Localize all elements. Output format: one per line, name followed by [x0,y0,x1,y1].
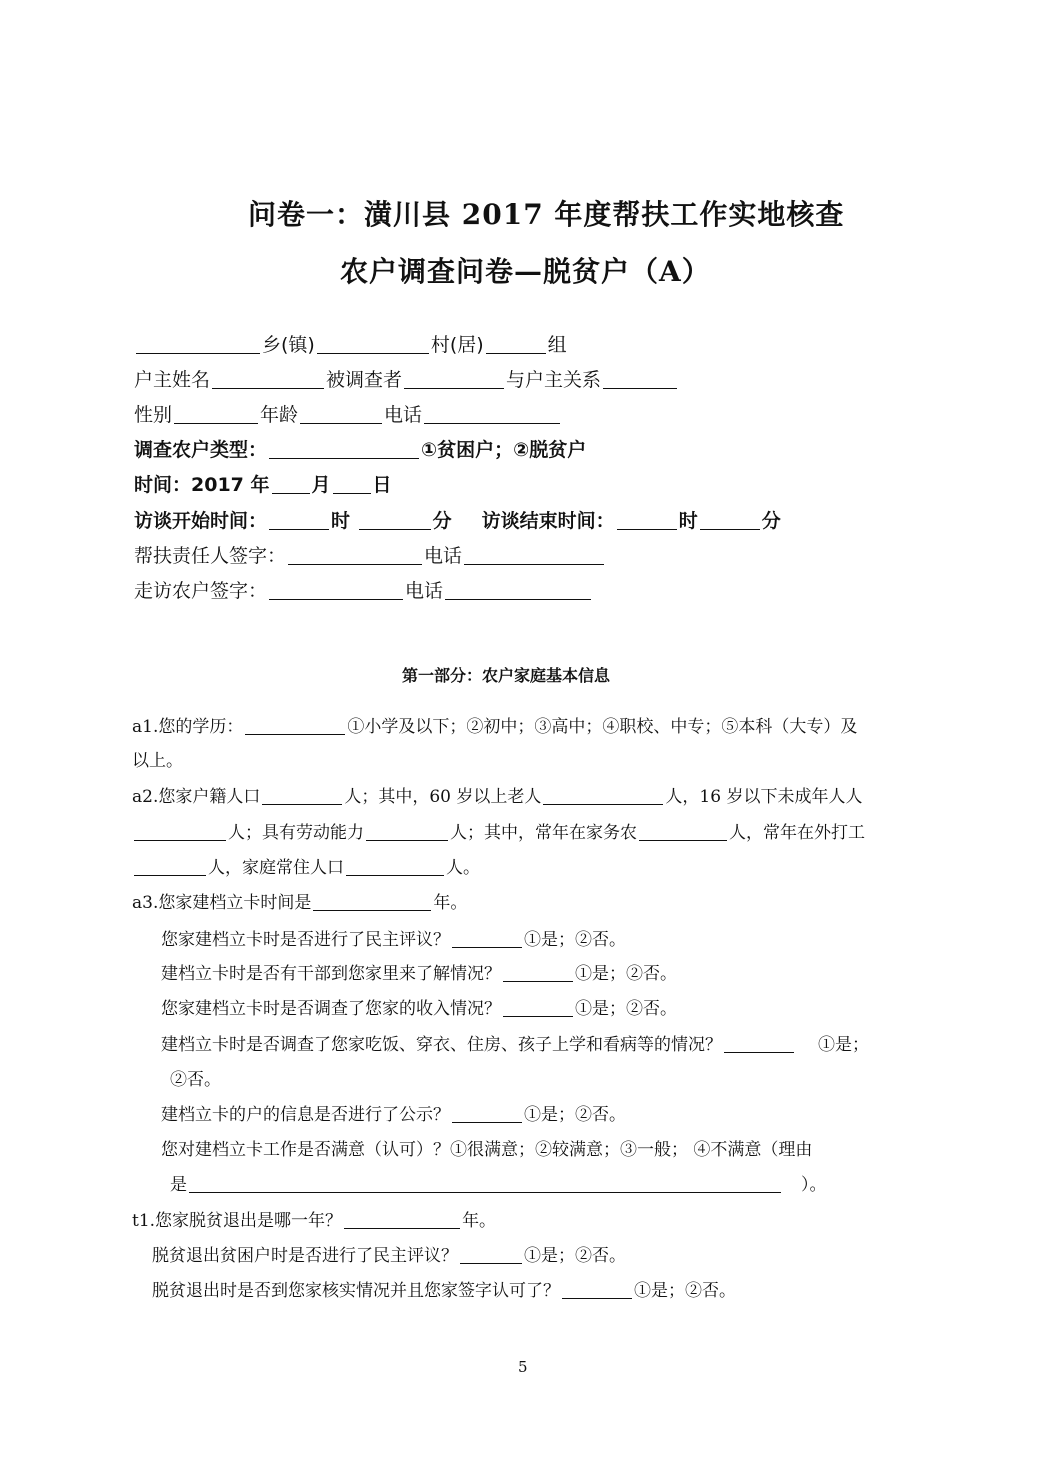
a2-minor-label: 人，16 岁以下未成年人人 [665,787,863,807]
gender-blank[interactable] [174,403,258,424]
a3-5-options: ①是；②否。 [524,1105,626,1125]
a3-4-blank[interactable] [724,1034,794,1053]
t1-label: t1.您家脱贫退出是哪一年？ [132,1211,343,1231]
question-a3-6-cont [170,1170,827,1195]
start-minute-blank[interactable] [359,509,431,530]
a3-2-blank[interactable] [503,963,573,982]
household-type-label: 调查农户类型： [134,439,268,461]
a3-1-text: 您家建档立卡时是否进行了民主评议？ [161,930,450,950]
relation-label: 与户主关系 [506,369,602,391]
a1-label: a1.您的学历： [132,717,244,737]
a3-3-blank[interactable] [503,998,573,1017]
section-title: 第一部分：农户家庭基本信息 [402,666,611,685]
start-time-label: 访谈开始时间： [134,510,268,532]
visited-phone-blank[interactable] [445,579,591,600]
a2-resident-blank[interactable] [346,857,444,876]
location-line [134,330,567,357]
a2-minor-blank[interactable] [134,822,226,841]
question-a3-1 [161,925,626,950]
helper-sign-label: 帮扶责任人签字： [134,545,287,567]
end-hour-blank[interactable] [617,509,677,530]
day-blank[interactable] [333,473,371,494]
a3-1-blank[interactable] [452,929,522,948]
a2-elderly-blank[interactable] [543,786,663,805]
a2-elderly-label: 人；其中，60 岁以上老人 [344,787,542,807]
start-hour-label: 时 [331,510,351,532]
page-number: 5 [518,1358,528,1376]
a3-6-reason-blank[interactable] [189,1174,781,1193]
village-blank[interactable] [317,333,429,354]
a3-label: a3.您家建档立卡时间是 [132,893,312,913]
visited-phone-label: 电话 [405,580,444,602]
t1-1-options: ①是；②否。 [524,1246,626,1266]
t1-year-blank[interactable] [344,1210,460,1229]
a2-resident-label: 人，家庭常住人口 [208,858,344,878]
question-a1 [132,712,857,737]
a2-labor-label: 人；具有劳动能力 [228,823,364,843]
day-label: 日 [372,474,392,496]
question-a3-4 [161,1030,869,1055]
a3-4-option-yes: ①是； [818,1035,869,1055]
question-t1-1 [152,1241,626,1266]
householder-line [134,365,679,392]
a2-migrant-blank[interactable] [134,857,206,876]
a1-blank[interactable] [245,716,345,735]
question-a2-line1 [132,782,862,807]
householder-name-label: 户主姓名 [134,369,211,391]
age-label: 年龄 [260,404,299,426]
village-label: 村(居) [430,334,484,356]
a3-5-blank[interactable] [452,1104,522,1123]
household-type-blank[interactable] [269,438,419,459]
a3-6-reason-label: 是 [170,1175,187,1195]
question-a2-line2 [132,818,865,843]
a2-resident-suffix: 人。 [446,858,480,878]
question-a3-3 [161,994,677,1019]
a3-3-text: 您家建档立卡时是否调查了您家的收入情况？ [161,999,501,1019]
end-time-label: 访谈结束时间： [481,510,615,532]
month-label: 月 [311,474,331,496]
a3-year-suffix: 年。 [433,893,468,913]
group-blank[interactable] [486,333,546,354]
t1-1-blank[interactable] [460,1245,522,1264]
question-a3-6: 您对建档立卡工作是否满意（认可）？①很满意；②较满意；③一般； ④不满意（理由 [161,1140,813,1160]
question-a3-4-cont: ②否。 [170,1070,221,1090]
phone-blank[interactable] [424,403,560,424]
respondent-blank[interactable] [404,368,504,389]
householder-name-blank[interactable] [212,368,324,389]
a2-migrant-label: 人，常年在外打工 [729,823,865,843]
a3-3-options: ①是；②否。 [575,999,677,1019]
township-label: 乡(镇) [262,334,315,356]
t1-2-blank[interactable] [562,1280,632,1299]
phone-label: 电话 [384,404,423,426]
t1-1-text: 脱贫退出贫困户时是否进行了民主评议？ [152,1246,458,1266]
start-hour-blank[interactable] [269,509,329,530]
visited-sign-line [134,576,593,603]
household-type-line [134,435,586,462]
t1-2-text: 脱贫退出时是否到您家核实情况并且您家签字认可了？ [152,1281,560,1301]
helper-phone-label: 电话 [424,545,463,567]
end-hour-label: 时 [678,510,698,532]
a3-5-text: 建档立卡的户的信息是否进行了公示？ [161,1105,450,1125]
gender-label: 性别 [134,404,173,426]
date-line [134,470,392,497]
t1-year-suffix: 年。 [462,1211,497,1231]
age-blank[interactable] [300,403,382,424]
question-a3 [132,888,467,913]
a3-2-text: 建档立卡时是否有干部到您家里来了解情况？ [161,964,501,984]
a2-household-blank[interactable] [262,786,342,805]
household-type-options: ①贫困户；②脱贫户 [421,439,587,461]
month-blank[interactable] [272,473,310,494]
a3-1-options: ①是；②否。 [524,930,626,950]
a3-6-reason-end: ）。 [801,1175,827,1195]
relation-blank[interactable] [603,368,677,389]
question-a3-2 [161,959,677,984]
visited-sign-label: 走访农户签字： [134,580,268,602]
interview-time-line [134,506,781,533]
title-line-2: 农户调查问卷—脱贫户（A） [340,255,711,288]
t1-2-options: ①是；②否。 [634,1281,736,1301]
question-t1 [132,1206,496,1231]
township-blank[interactable] [136,333,260,354]
helper-phone-blank[interactable] [464,544,604,565]
gender-line [134,400,562,427]
a3-4-text: 建档立卡时是否调查了您家吃饭、穿衣、住房、孩子上学和看病等的情况？ [161,1035,722,1055]
title-line-1: 问卷一：潢川县 2017 年度帮扶工作实地核查 [248,198,845,231]
time-label: 时间：2017 年 [134,474,270,496]
a1-options: ①小学及以下；②初中；③高中；④职校、中专；⑤本科（大专）及 [347,717,858,737]
helper-sign-line [134,541,606,568]
question-t1-2 [152,1276,736,1301]
question-a2-line3 [132,853,480,878]
helper-sign-blank[interactable] [288,544,422,565]
a2-farming-label: 人；其中，常年在家务农 [450,823,637,843]
a3-year-blank[interactable] [313,892,431,911]
end-minute-blank[interactable] [700,509,760,530]
question-a1-cont: 以上。 [132,751,183,771]
a3-2-options: ①是；②否。 [575,964,677,984]
group-label: 组 [547,334,567,356]
end-minute-label: 分 [761,510,781,532]
question-a3-5 [161,1100,626,1125]
a2-household-label: a2.您家户籍人口 [132,787,261,807]
respondent-label: 被调查者 [326,369,403,391]
start-minute-label: 分 [432,510,452,532]
a2-farming-blank[interactable] [639,822,727,841]
visited-sign-blank[interactable] [269,579,403,600]
a2-labor-blank[interactable] [366,822,448,841]
